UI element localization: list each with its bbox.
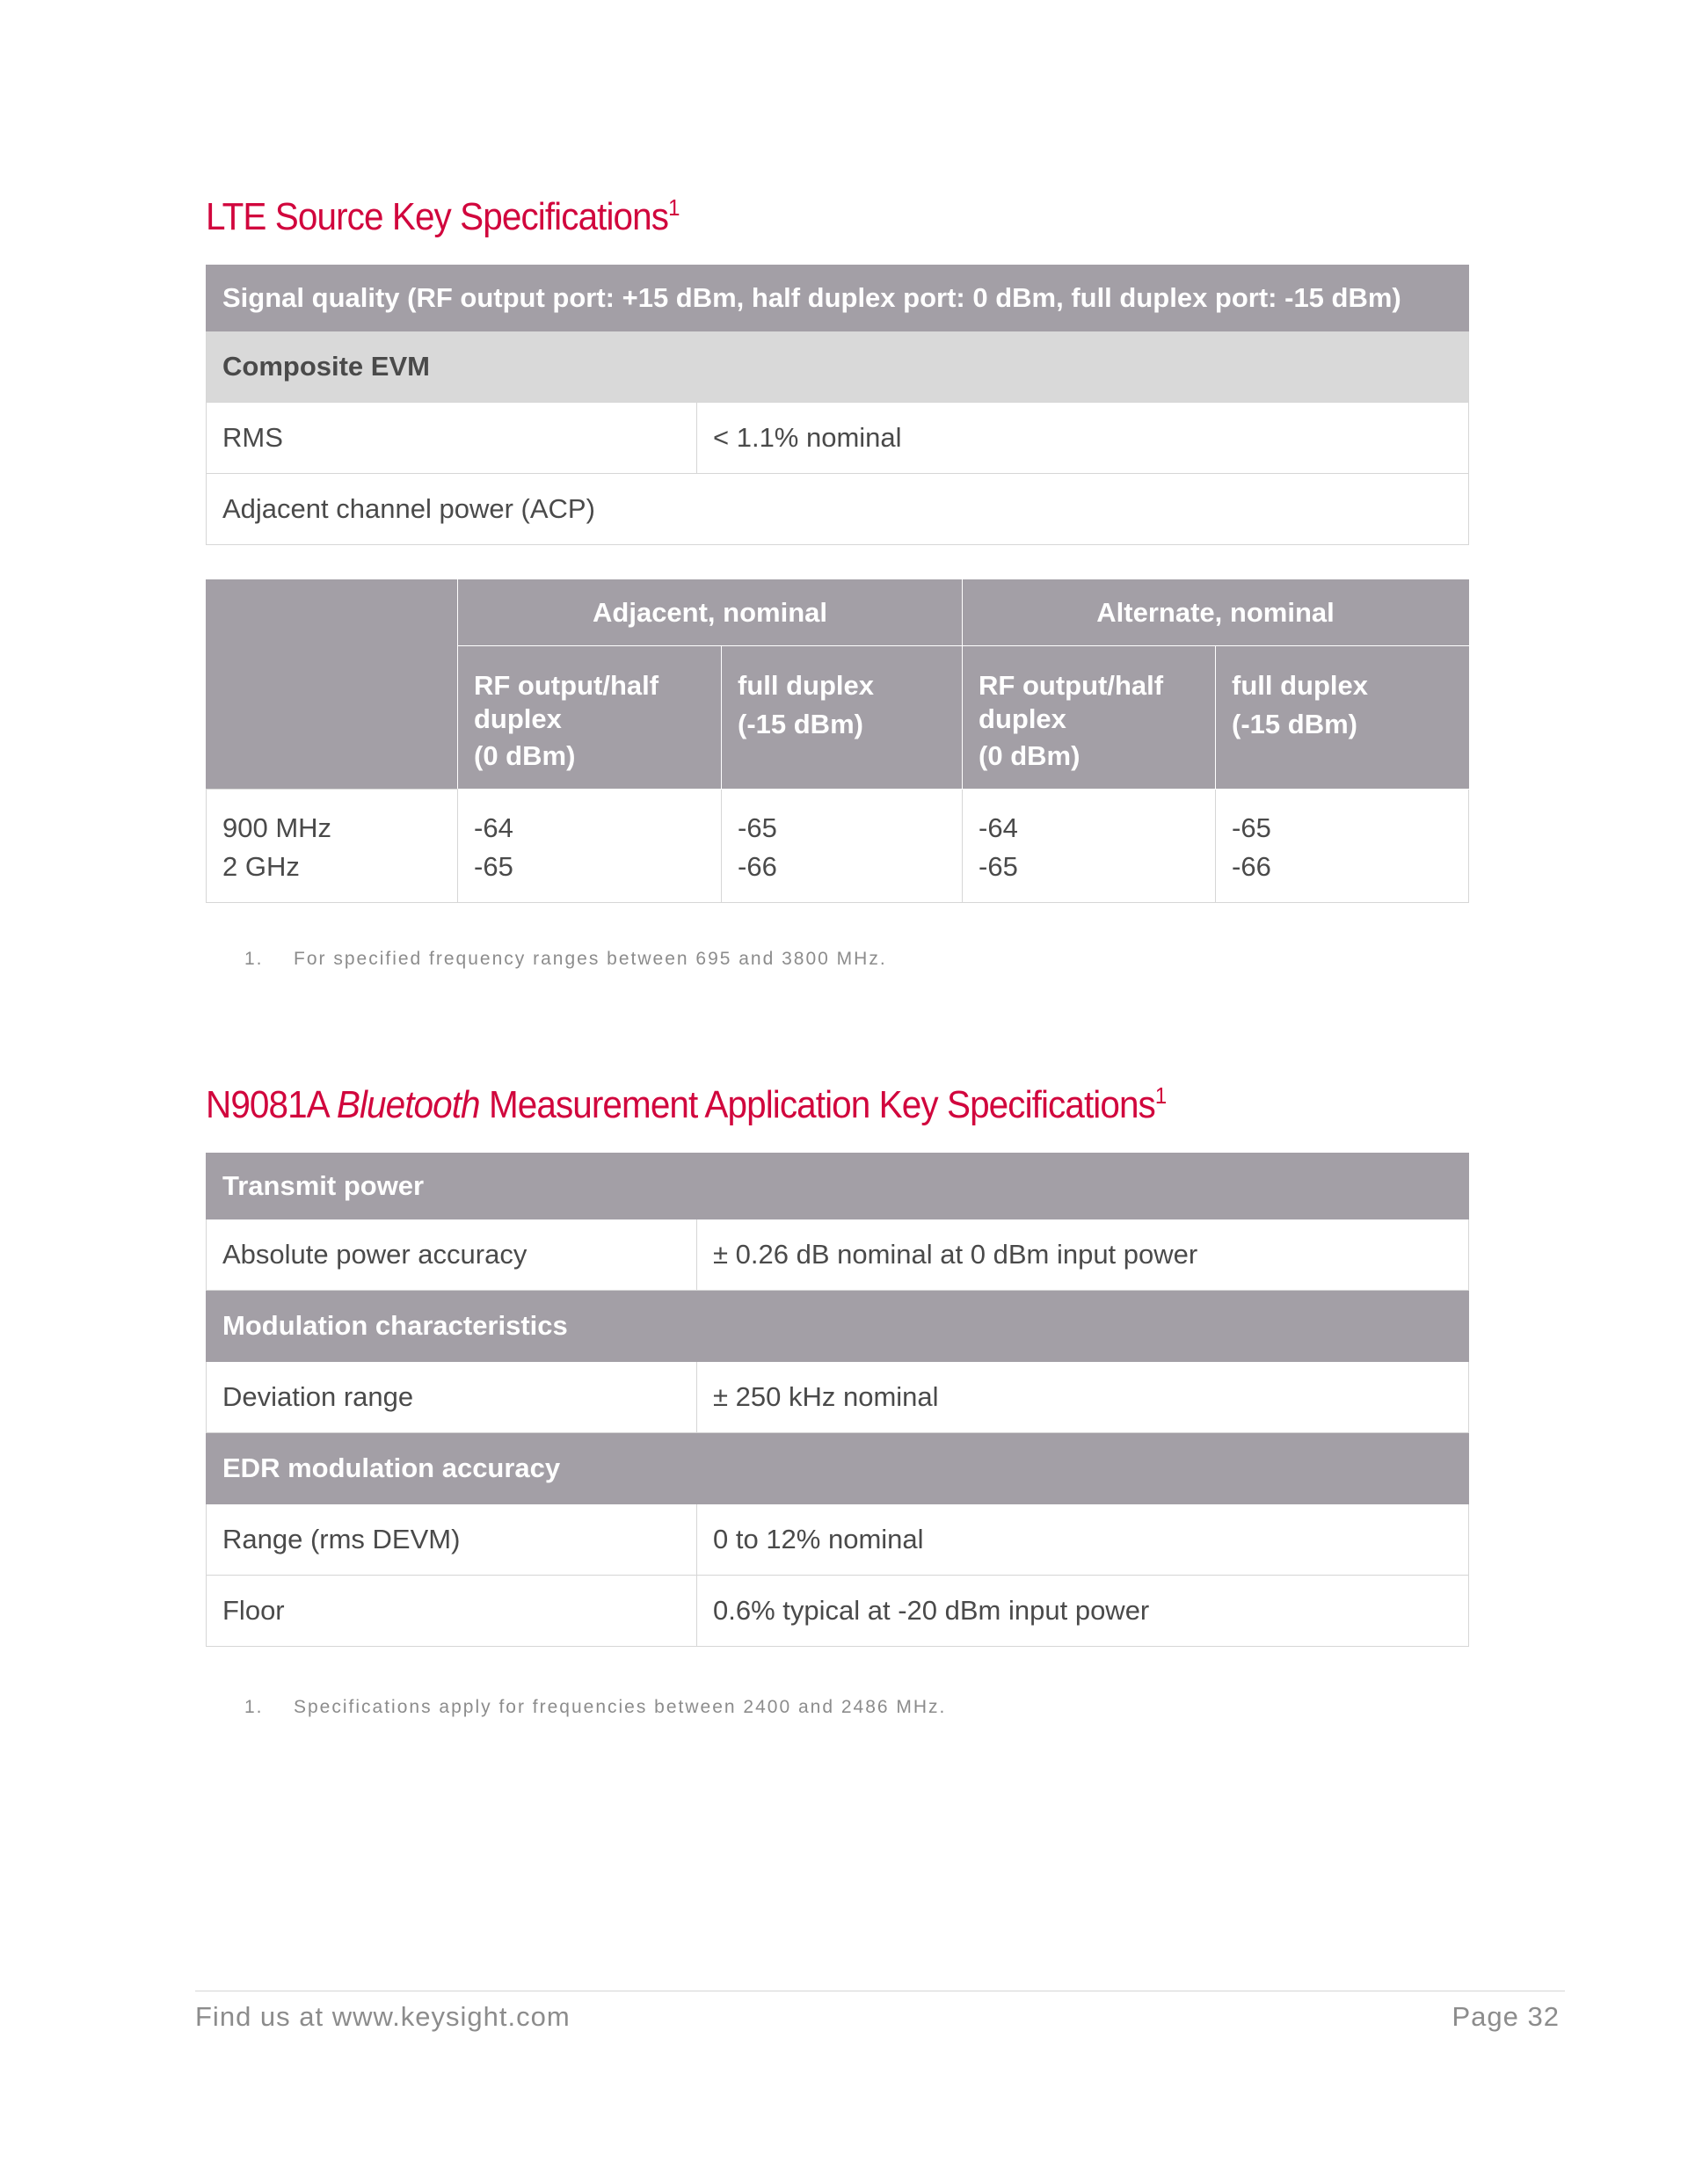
rms-value: < 1.1% nominal [697,403,1469,474]
composite-evm-header: Composite EVM [207,331,1469,403]
footnote-text: For specified frequency ranges between 695 and 3800 MHz. [294,949,887,969]
lte-title-text: LTE Source Key Specifications [206,195,669,238]
bluetooth-spec-table [206,1153,1469,1647]
range-label: Range (rms DEVM) [207,1504,697,1576]
table-row [207,1504,1469,1576]
footnote-number: 1. [244,1697,264,1717]
header-line: (-15 dBm) [1232,709,1357,739]
table-row [207,403,1469,474]
footer-page-number: Page 32 [1452,2001,1560,2032]
signal-quality-header: Signal quality (RF output port: +15 dBm, half duplex port: 0 dBm, full duplex port: -15 dBm) [207,266,1469,331]
cell-line: -64 [474,812,513,843]
bluetooth-title-footnote-ref: 1 [1154,1082,1167,1109]
acp-alternate-full-duplex-cell [1216,790,1469,903]
header-line: duplex [979,703,1066,734]
acp-adjacent-rf-cell [458,790,722,903]
header-line: (0 dBm) [979,740,1080,771]
footnote-text: Specifications apply for frequencies between 2400 and 2486 MHz. [294,1697,947,1717]
table-row [207,1362,1469,1433]
edr-header: EDR modulation accuracy [207,1433,1469,1504]
acp-frequency-cell [207,790,458,903]
header-line: full duplex [1232,670,1369,701]
table-row [207,1433,1469,1504]
acp-label: Adjacent channel power (ACP) [207,474,1469,545]
bluetooth-title-suffix: Measurement Application Key Specifications [479,1083,1155,1126]
acp-adjacent-header: Adjacent, nominal [458,580,963,646]
header-line: RF output/half [474,670,659,701]
cell-line: -65 [738,812,777,843]
table-row [207,474,1469,545]
header-line: full duplex [738,670,874,701]
lte-title-footnote-ref: 1 [668,194,680,221]
acp-adjacent-full-duplex-header [722,646,963,790]
header-line: RF output/half [979,670,1164,701]
deviation-label: Deviation range [207,1362,697,1433]
acp-alternate-rf-header [963,646,1216,790]
bluetooth-title-prefix: N9081A [206,1083,337,1126]
abs-power-value: ± 0.26 dB nominal at 0 dBm input power [697,1219,1469,1291]
acp-adjacent-rf-header [458,646,722,790]
cell-line: -65 [979,851,1018,882]
table-row [207,1219,1469,1291]
acp-alternate-full-duplex-header [1216,646,1469,790]
header-line: (0 dBm) [474,740,576,771]
range-value: 0 to 12% nominal [697,1504,1469,1576]
table-row [207,1291,1469,1362]
bluetooth-title-italic: Bluetooth [336,1083,480,1126]
deviation-value: ± 250 kHz nominal [697,1362,1469,1433]
cell-line: -66 [1232,851,1271,882]
cell-line: -65 [474,851,513,882]
cell-line: -65 [1232,812,1271,843]
bluetooth-section-title [206,1083,1166,1127]
acp-group-header-row [207,580,1469,646]
table-row [207,1154,1469,1219]
cell-line: 900 MHz [222,812,332,843]
floor-value: 0.6% typical at -20 dBm input power [697,1576,1469,1647]
header-line: duplex [474,703,562,734]
lte-signal-quality-table [206,265,1469,545]
acp-alternate-header: Alternate, nominal [963,580,1469,646]
header-line: (-15 dBm) [738,709,863,739]
table-row [207,790,1469,903]
acp-adjacent-full-duplex-cell [722,790,963,903]
lte-footnote [244,949,887,970]
bluetooth-footnote [244,1697,946,1718]
table-row [207,331,1469,403]
cell-line: -66 [738,851,777,882]
abs-power-label: Absolute power accuracy [207,1219,697,1291]
cell-line: 2 GHz [222,851,300,882]
cell-line: -64 [979,812,1018,843]
lte-section-title [206,195,679,239]
acp-corner-cell [207,580,458,790]
lte-acp-table [206,579,1469,903]
footnote-number: 1. [244,949,264,969]
rms-label: RMS [207,403,697,474]
table-row [207,1576,1469,1647]
transmit-power-header: Transmit power [207,1154,1469,1219]
floor-label: Floor [207,1576,697,1647]
acp-alternate-rf-cell [963,790,1216,903]
table-row [207,266,1469,331]
modulation-header: Modulation characteristics [207,1291,1469,1362]
footer-website-link[interactable]: Find us at www.keysight.com [195,2001,571,2032]
